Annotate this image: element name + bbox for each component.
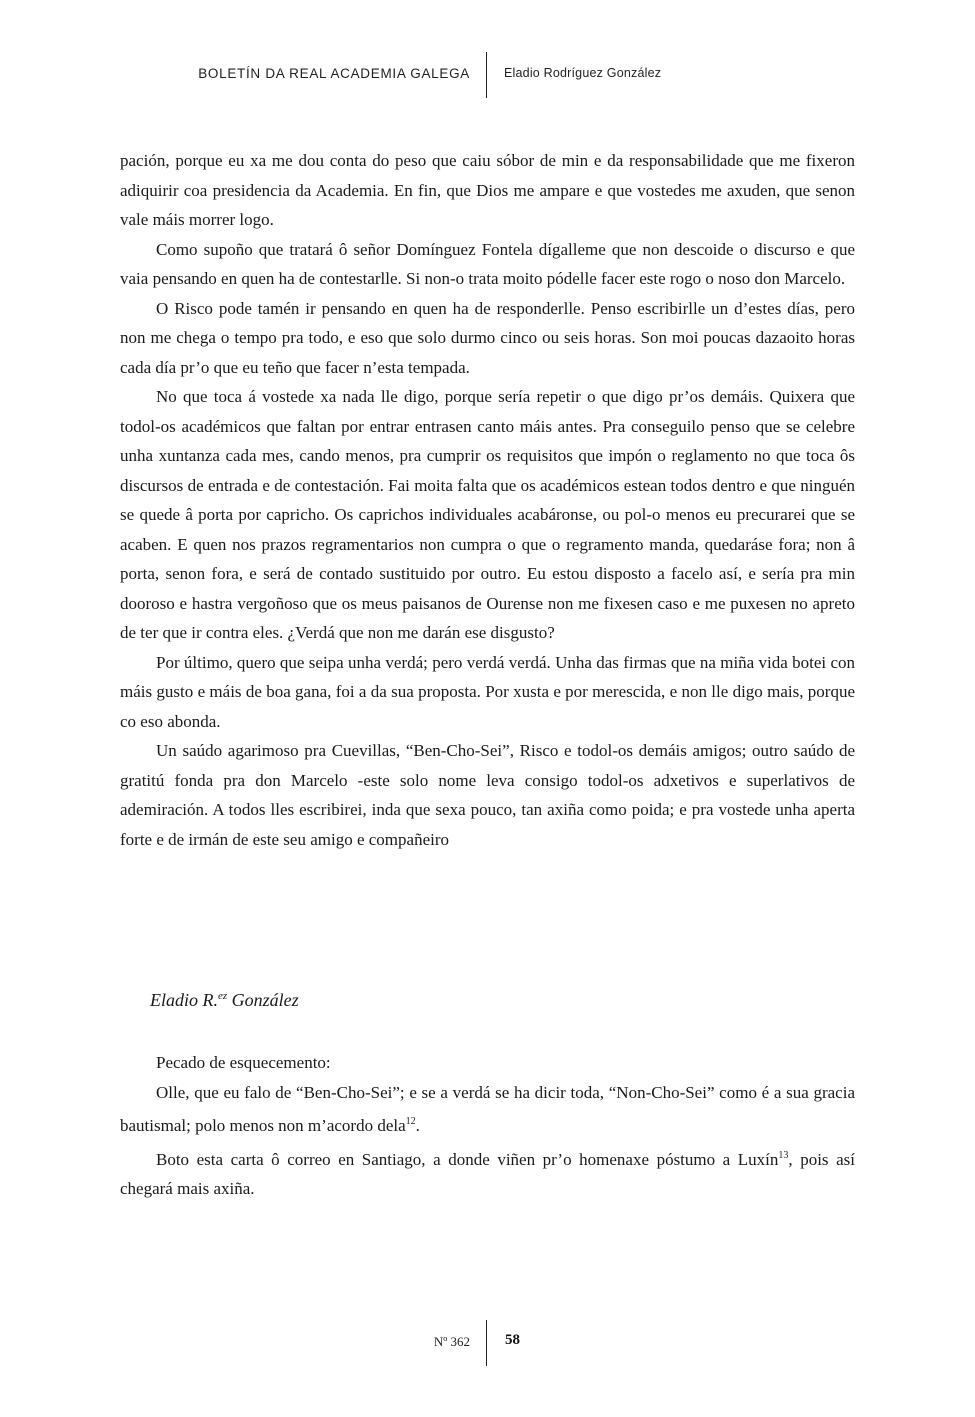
author-name: Eladio Rodríguez González [504,66,662,80]
signature-surname: González [227,990,299,1010]
paragraph: Un saúdo agarimoso pra Cuevillas, “Ben-Cho-Sei”, Risco e todol-os demáis amigos; outro saúdo de gratitú fonda pra don Marcelo -este solo nome leva consigo todol-os adxetivos e superlativos de ademiración. A todos lles escribirei, inda que sexa pouco, tan axiña como poida; e pra vostede unha aperta forte e de irmán de este seu amigo e compañeiro [120,741,855,849]
paragraph-text: . [415,1116,420,1135]
signature [150,990,299,1011]
paragraph-text: Boto esta carta ô correo en Santiago, a donde viñen pr’o homenaxe póstumo a Luxín [156,1149,779,1169]
paragraph: O Risco pode tamén ir pensando en quen ha de responderlle. Penso escribirlle un d’estes días, pero non me chega o tempo pra todo, e eso que solo durmo cinco ou seis horas. Son moi poucas dazaoito horas cada día pr’o que eu teño que facer n’esta tempada. [120,298,855,377]
paragraph: pación, porque eu xa me dou conta do peso que caiu sóbor de min e da responsabilidade que me fixeron adiquirir coa presidencia da Academia. En fin, que Dios me ampare e que vostedes me axuden, que senon vale máis morrer logo. [120,151,855,229]
paragraph: Por último, quero que seipa unha verdá; pero verdá verdá. Unha das firmas que na miña vida botei con máis gusto e máis de boa gana, foi a da sua proposta. Por xusta e por merescida, e non lle digo mais, porque co eso abonda. [120,652,855,731]
paragraph: Como supoño que tratará ô señor Domínguez Fontela dígalleme que non descoide o discurso e que vaia pensando en quen ha de contestarlle. Si non-o trata moito pódelle facer este rogo o noso don Marcelo. [120,239,855,288]
footnote-ref-12[interactable]: 12 [405,1116,416,1127]
journal-title: BOLETÍN DA REAL ACADEMIA GALEGA [198,66,470,81]
issue-number: Nº 362 [433,1334,470,1349]
paragraph-text: Olle, que eu falo de “Ben-Cho-Sei”; e se a verdá se ha dicir toda, “Non-Cho-Sei” como é a sua gracia bautismal; polo menos non m’acordo dela [120,1082,855,1135]
paragraph [120,1078,855,1141]
postscript-heading: Pecado de esquecemento: [156,1053,331,1072]
postscript [120,1048,855,1204]
footnote-ref-13[interactable]: 13 [778,1149,789,1161]
running-header [0,52,975,100]
signature-name: Eladio R. [150,990,218,1010]
signature-superscript: ez [218,990,228,1002]
paragraph [120,1141,855,1204]
page-footer [0,1320,975,1368]
header-divider [486,52,487,98]
letter-body [120,146,855,854]
paragraph: No que toca á vostede xa nada lle digo, porque sería repetir o que digo pr’os demáis. Quixera que todol-os académicos que faltan por entrar entrasen canto máis antes. Pra conseguilo penso que se celebre unha xuntanza cada mes, cando menos, pra cumprir os requisitos que impón o reglamento no que toca ôs discursos de entrada e de contestación. Fai moita falta que os académicos estean todos dentro e que ninguén se quede â porta por capricho. Os caprichos individuales acabáronse, ou pol-o menos eu precurarei que se acaben. E quen nos prazos regramentarios non cumpra o que o regramento manda, quedaráse fora; non â porta, senon fora, e será de contado sustituido por outro. Eu estou disposto a facelo así, e sería pra min dooroso e hastra vergoñoso que os meus paisanos de Ourense non me fixesen caso e me puxesen no apreto de ter que ir contra eles. ¿Verdá que non me darán ese disgusto? [120,387,855,642]
footer-divider [486,1320,487,1366]
page-number: 58 [505,1332,520,1348]
paragraph-text: , pois así chegará mais axiña. [120,1149,855,1198]
